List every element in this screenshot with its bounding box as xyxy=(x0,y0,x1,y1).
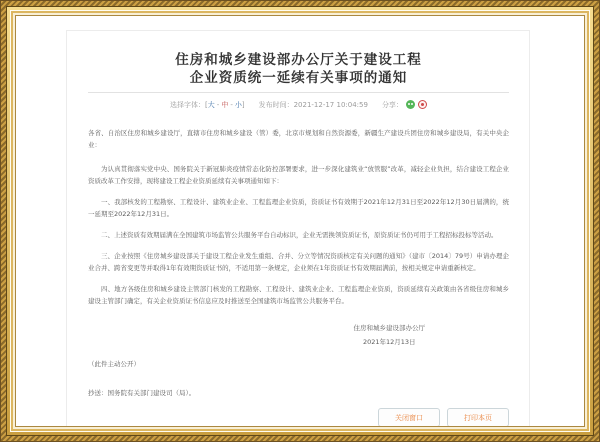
print-page-button[interactable]: 打印本页 xyxy=(447,408,509,426)
frame-band-highlight xyxy=(10,10,590,432)
bracket-open: [ xyxy=(205,101,208,109)
frame-band-gold xyxy=(7,7,593,435)
publish-time-value: 2021-12-17 10:04:59 xyxy=(293,101,368,109)
page-background xyxy=(16,16,584,426)
meta-bar xyxy=(88,100,509,111)
font-size-large-link[interactable]: 大 xyxy=(207,101,215,109)
wechat-share-icon[interactable] xyxy=(406,100,415,109)
title-line-1: 住房和城乡建设部办公厅关于建设工程 xyxy=(175,52,422,68)
signature-org: 住房和城乡建设部办公厅 xyxy=(353,324,425,332)
paragraph-item-3: 三、企业按照《住房城乡建设部关于建设工程企业发生重组、合并、分立等情况资质核定有关问题的通知》（建市〔2014〕79号）申请办理企业合并、跨省变更等并取得1年有效期资质证书的，不适用第一条规定，企业须在1年资质证书有效期届满前，按相关规定申请重新核定。 xyxy=(88,252,509,272)
signature-block xyxy=(88,321,509,349)
document-page xyxy=(66,30,530,426)
font-size-medium-link[interactable]: 中 xyxy=(221,101,229,109)
paragraph-intro: 为认真贯彻落实党中央、国务院关于新冠肺炎疫情常态化防控部署要求，进一步深化建筑业“放管服”改革，减轻企业负担，结合建设工程企业资质改革工作安排，现将建设工程企业资质延续有关事项通知如下： xyxy=(88,165,509,185)
close-window-button[interactable]: 关闭窗口 xyxy=(378,408,440,426)
signature-date: 2021年12月13日 xyxy=(362,338,416,346)
frame-band-dark xyxy=(6,6,594,436)
font-size-separator: - xyxy=(216,101,220,109)
paragraph-item-2: 二、上述资质有效期届满在全国建筑市场监管公共服务平台自动标识，企业无需换领资质证书，原资质证书仍可用于工程招标投标等活动。 xyxy=(101,231,498,239)
footer-buttons xyxy=(88,408,509,426)
title-line-2: 企业资质统一延续有关事项的通知 xyxy=(189,70,408,86)
signature-inner xyxy=(354,321,426,349)
page-title xyxy=(88,51,509,87)
frame-band-inner-line xyxy=(15,15,585,427)
font-size-small-link[interactable]: 小 xyxy=(234,101,242,109)
paragraph-item-4: 四、地方各级住房和城乡建设主管部门核发的工程勘察、工程设计、建筑业企业、工程监理企业资质，资质延续有关政策由各省级住房和城乡建设主管部门确定，有关企业资质证书信息应及时推送至全国建筑市场监管公共服务平台。 xyxy=(88,285,509,305)
document-body xyxy=(88,127,509,307)
frame-band-pattern xyxy=(1,1,599,441)
paragraph-item-1: 一、我部核发的工程勘察、工程设计、建筑业企业、工程监理企业资质，资质证书有效期于2021年12月31日至2022年12月30日届满的，统一延期至2022年12月31日。 xyxy=(88,198,509,218)
frame-band-tan xyxy=(11,11,589,431)
frame-band-cream xyxy=(13,13,587,429)
title-divider xyxy=(88,92,509,93)
bracket-close: ] xyxy=(241,101,245,109)
publish-time-label: 发布时间： xyxy=(258,101,294,109)
disclosure-note: （此件主动公开） xyxy=(88,360,140,368)
salutation: 各省、自治区住房和城乡建设厅，直辖市住房和城乡建设（管）委，北京市规划和自然资源委，新疆生产建设兵团住房和城乡建设局，有关中央企业： xyxy=(88,129,509,149)
font-size-label: 选择字体： xyxy=(170,101,206,109)
weibo-share-icon[interactable] xyxy=(418,100,427,109)
cc-note: 抄送：国务院有关部门建设司（局）。 xyxy=(88,389,196,397)
font-size-separator: - xyxy=(230,101,233,109)
share-label: 分享： xyxy=(381,101,403,109)
